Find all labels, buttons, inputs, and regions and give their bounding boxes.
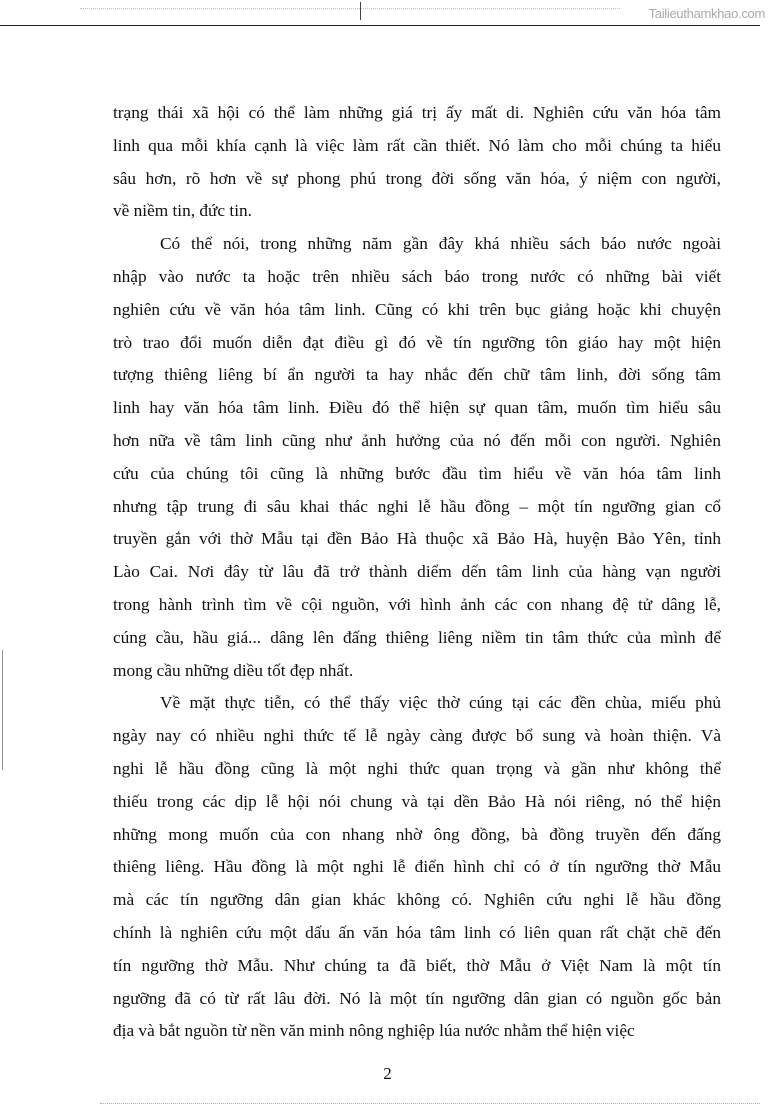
text-line: nghiên cứu về văn hóa tâm linh. Cũng có khi trên bục giảng hoặc khi chuyện (113, 299, 721, 319)
document-body (113, 97, 721, 1048)
text-line: thiếu trong các dịp lễ hội nói chung và tại dền Bảo Hà nói riêng, nó thể hiện (113, 791, 721, 811)
text-line: linh qua mỗi khía cạnh là việc làm rất cần thiết. Nó làm cho mỗi chúng ta hiểu (113, 135, 721, 155)
text-line: trong hành trình tìm về cội nguồn, với hình ảnh các con nhang đệ tử dâng lễ, (113, 594, 721, 614)
watermark: Tailieuthamkhao.com (648, 6, 765, 21)
text-line: ngày nay có nhiều nghi thức tế lễ ngày càng được bổ sung và hoàn thiện. Và (113, 726, 721, 746)
scan-edge-mark (2, 650, 3, 770)
paragraph (113, 228, 721, 687)
scan-mark (360, 2, 361, 20)
text-line: trò trao đổi muốn diễn đạt điều gì đó về tín ngưỡng tôn giáo hay một hiện (113, 332, 721, 352)
text-line: nghi lễ hầu đồng cũng là một nghi thức quan trọng và gần như không thể (113, 758, 721, 778)
paragraph (113, 97, 721, 228)
scan-noise-bottom (100, 1103, 760, 1104)
text-line: truyền gắn với thờ Mẫu tại đền Bảo Hà thuộc xã Bảo Hà, huyện Bảo Yên, tỉnh (113, 529, 721, 549)
text-line: cứu của chúng tôi cũng là những bước đầu tìm hiểu về văn hóa tâm linh (113, 463, 721, 483)
header-rule (0, 25, 760, 26)
scan-noise-top (80, 8, 620, 19)
text-line: những mong muốn của con nhang nhờ ông đồng, bà đồng truyền đến đấng (113, 824, 721, 844)
text-line: hơn nữa về tâm linh cũng như ảnh hưởng của nó đến mỗi con người. Nghiên (113, 430, 721, 450)
text-line: nhưng tập trung đi sâu khai thác nghi lễ hầu đồng – một tín ngưỡng gian cổ (113, 496, 721, 516)
text-line: ngưỡng đã có từ rất lâu đời. Nó là một tín ngưỡng dân gian có nguồn gốc bản (113, 988, 721, 1008)
text-line: về niềm tin, đức tin. (113, 201, 252, 221)
text-line: trạng thái xã hội có thể làm những giá trị ấy mất di. Nghiên cứu văn hóa tâm (113, 103, 721, 122)
paragraph (113, 687, 721, 1048)
text-line: tín ngưỡng thờ Mẫu. Như chúng ta đã biết, thờ Mẫu ở Việt Nam là một tín (113, 955, 721, 975)
text-line: địa và bắt nguồn từ nền văn minh nông nghiệp lúa nước nhằm thể hiện việc (113, 1021, 635, 1041)
page-number: 2 (383, 1064, 392, 1083)
text-line: cúng cầu, hầu giá... dâng lên đấng thiêng liêng niềm tin tâm thức của mình để (113, 627, 721, 647)
text-line: chính là nghiên cứu một dấu ấn văn hóa tâm linh có liên quan rất chặt chẽ đến (113, 922, 721, 942)
text-line: nhập vào nước ta hoặc trên nhiều sách báo trong nước có những bài viết (113, 266, 721, 286)
text-line: mà các tín ngưỡng dân gian khác không có. Nghiên cứu nghi lễ hầu đồng (113, 890, 721, 910)
text-line: Có thể nói, trong những năm gần đây khá nhiều sách báo nước ngoài (160, 234, 721, 254)
text-line: thiêng liêng. Hầu đồng là một nghi lễ điển hình chỉ có ở tín ngưỡng thờ Mẫu (113, 857, 721, 877)
text-line: mong cầu những diều tốt đẹp nhất. (113, 660, 354, 680)
text-line: tượng thiêng liêng bí ẩn người ta hay nhắc đến chữ tâm linh, đời sống tâm (113, 365, 721, 385)
text-line: Lào Cai. Nơi đây từ lâu đã trở thành diểm dến tâm linh của hàng vạn người (113, 562, 721, 582)
text-line: Về mặt thực tiễn, có thể thấy việc thờ cúng tại các đền chùa, miếu phủ (160, 693, 721, 713)
text-line: sâu hơn, rõ hơn về sự phong phú trong đời sống văn hóa, ý niệm con người, (113, 168, 721, 188)
text-line: linh hay văn hóa tâm linh. Điều đó thể hiện sự quan tâm, muốn tìm hiểu sâu (113, 398, 721, 418)
